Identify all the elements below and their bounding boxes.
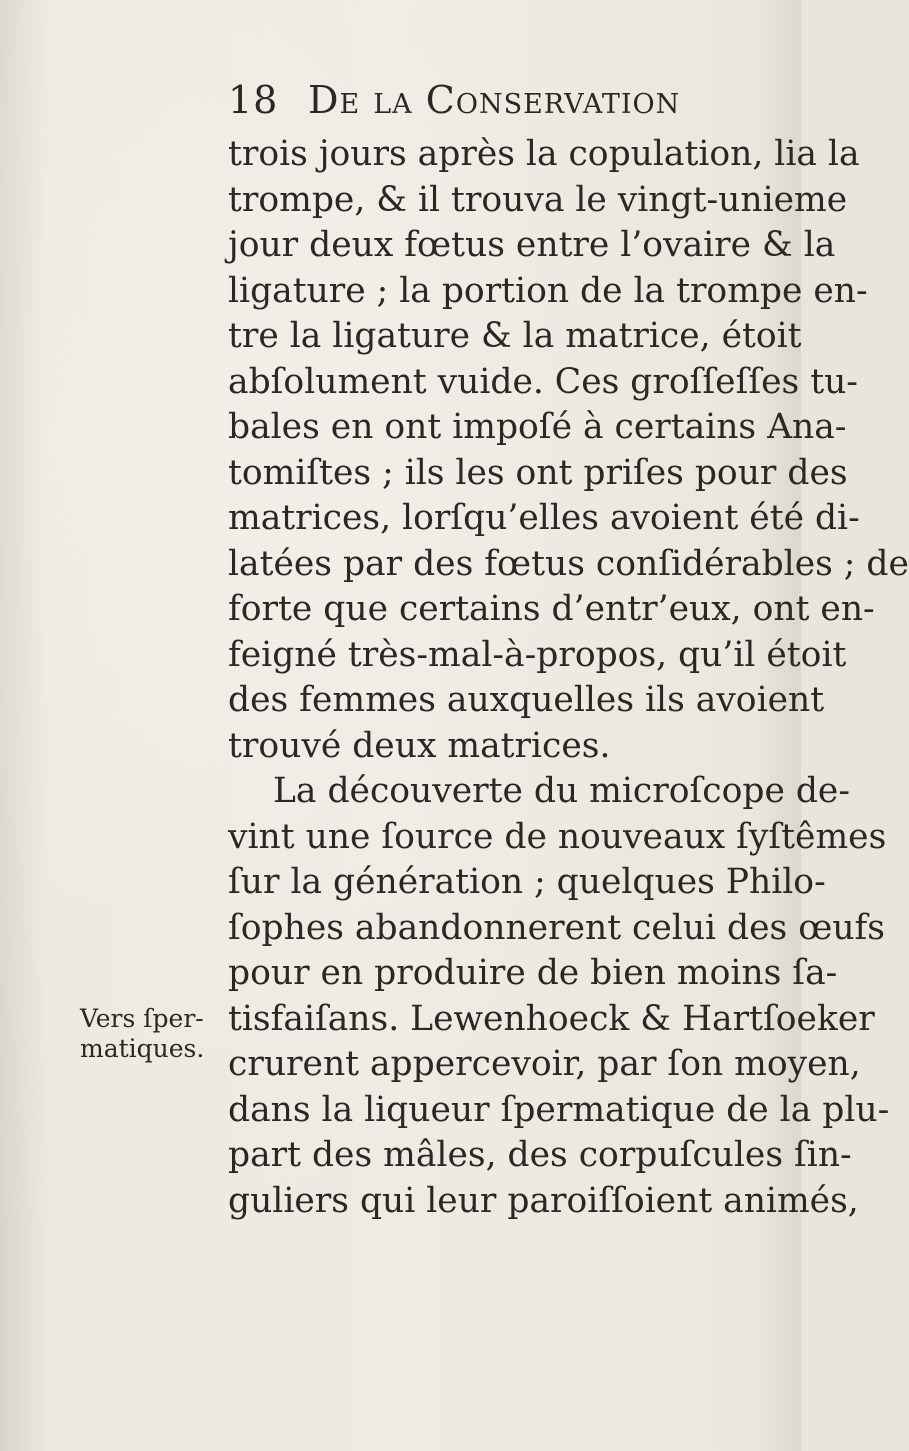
text-line: jour deux fœtus entre l’ovaire & la (228, 225, 836, 265)
text-line: bales en ont impoſé à certains Ana- (228, 407, 847, 447)
text-line: vint une ſource de nouveaux ſyſtêmes (228, 816, 887, 857)
body-text (228, 132, 909, 1224)
text-line: dans la liqueur ſpermatique de la plu- (228, 1089, 890, 1130)
text-line: pour en produire de bien moins ſa- (228, 953, 838, 993)
text-line: tre la ligature & la matrice, étoit (228, 316, 802, 356)
margin-note-line: Vers ſper- (80, 1004, 204, 1033)
text-line: abſolument vuide. Ces groſſeſſes tu- (228, 361, 858, 402)
page-header (228, 78, 680, 126)
margin-note-line: matiques. (80, 1034, 205, 1063)
text-line: tomiſtes ; ils les ont priſes pour des (228, 452, 848, 493)
paragraph-start-line: La découverte du microſcope de- (273, 771, 850, 811)
text-line: ſur la génération ; quelques Philo- (228, 862, 826, 902)
text-line: des femmes auxquelles ils avoient (228, 680, 825, 720)
text-line: latées par des fœtus conſidérables ; de (228, 543, 909, 584)
text-line: feigné très-mal-à-propos, qu’il étoit (228, 634, 847, 675)
page-number: 18 (228, 78, 279, 122)
text-line: tisfaiſans. Lewenhoeck & Hartſoeker (228, 998, 875, 1039)
text-line: trompe, & il trouva le vingt-unieme (228, 179, 848, 220)
text-line: trouvé deux matrices. (228, 725, 611, 766)
text-line: crurent appercevoir, par ſon moyen, (228, 1044, 861, 1084)
running-head: De la Conservation (308, 78, 681, 122)
text-line: matrices, lorſqu’elles avoient été di- (228, 498, 860, 538)
text-line: ſophes abandonnerent celui des œufs (228, 907, 886, 948)
margin-note (80, 1004, 220, 1064)
text-line: trois jours après la copulation, lia la (228, 134, 860, 174)
text-line: forte que certains d’entr’eux, ont en- (228, 589, 875, 629)
text-line: ligature ; la portion de la trompe en- (228, 270, 868, 311)
text-line: part des mâles, des corpuſcules ſin- (228, 1135, 852, 1175)
text-line: guliers qui leur paroiſſoient animés, (228, 1180, 859, 1221)
